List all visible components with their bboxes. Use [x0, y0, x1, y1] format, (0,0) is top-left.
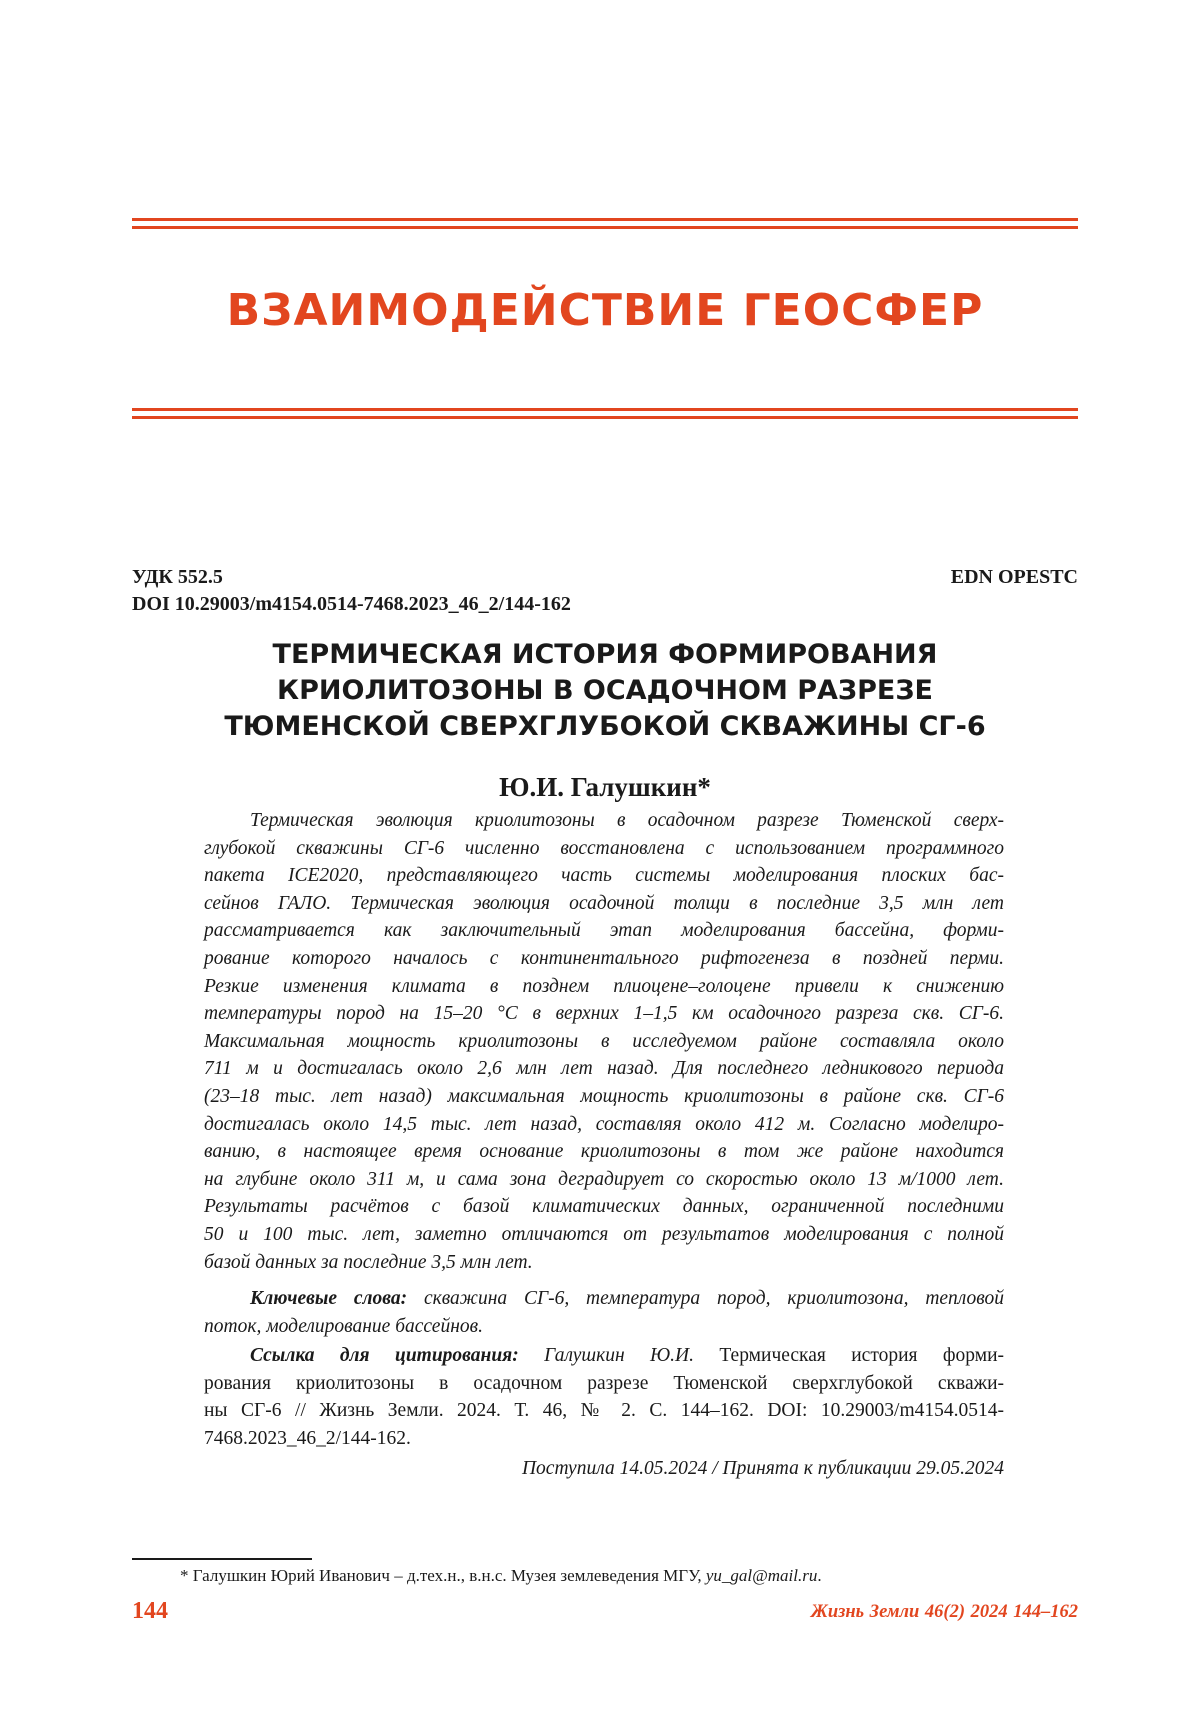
edn-code: EDN OPESTC [950, 566, 1078, 588]
citation-line: рования криолитозоны в осадочном разрезе Тюменской сверхглубокой скважи- [204, 1372, 1004, 1394]
abstract-line: рассматривается как заключительный этап моделирования бассейна, форми- [204, 920, 1004, 942]
footnote-end: . [817, 1566, 822, 1585]
citation [204, 1342, 1004, 1452]
title-line: ТЮМЕНСКОЙ СВЕРХГЛУБОКОЙ СКВАЖИНЫ СГ-6 [224, 711, 986, 742]
abstract-line: Максимальная мощность криолитозоны в исследуемом районе составляла около [204, 1030, 1004, 1052]
citation-label: Ссылка для цитирования: [250, 1345, 519, 1366]
doi-code: DOI 10.29003/m4154.0514-7468.2023_46_2/144-162 [132, 593, 571, 615]
abstract-line: базой данных за последние 3,5 млн лет. [204, 1251, 533, 1273]
citation-line: 7468.2023_46_2/144-162. [204, 1427, 411, 1449]
keywords-line: поток, моделирование бассейнов. [204, 1315, 483, 1337]
keywords-line [204, 1285, 1004, 1313]
abstract-line: глубокой скважины СГ-6 численно восстановлена с использованием программного [204, 837, 1004, 859]
author-footnote [180, 1566, 822, 1586]
page-number: 144 [132, 1598, 168, 1624]
footnote-rule [132, 1558, 312, 1560]
rule-line [132, 416, 1078, 419]
rule-line [132, 226, 1078, 229]
abstract-line: сейнов ГАЛО. Термическая эволюция осадочной толщи в последние 3,5 млн лет [204, 892, 1004, 914]
abstract-line: 50 и 100 тыс. лет, заметно отличаются от результатов моделирования с полной [204, 1223, 1004, 1245]
abstract-line: Резкие изменения климата в позднем плиоцене–голоцене привели к снижению [204, 975, 1004, 997]
abstract-line: Термическая эволюция криолитозоны в осадочном разрезе Тюменской сверх- [250, 810, 1004, 831]
citation-line: ны СГ-6 // Жизнь Земли. 2024. Т. 46, № 2. С. 144–162. DOI: 10.29003/m4154.0514- [204, 1400, 1004, 1422]
top-double-rule [132, 218, 1078, 229]
keywords-label: Ключевые слова: [250, 1288, 408, 1309]
abstract-line: рование которого началось с континентального рифтогенеза в поздней перми. [204, 947, 1004, 969]
citation-author: Галушкин Ю.И. [518, 1345, 694, 1366]
running-footer: Жизнь Земли 46(2) 2024 144–162 [810, 1602, 1078, 1622]
paper-title [132, 637, 1078, 745]
title-line: КРИОЛИТОЗОНЫ В ОСАДОЧНОМ РАЗРЕЗЕ [277, 675, 933, 706]
abstract [204, 807, 1004, 1276]
abstract-line: на глубине около 311 м, и сама зона деградирует со скоростью около 13 м/1000 лет. [204, 1168, 1004, 1190]
received-accepted-dates: Поступила 14.05.2024 / Принята к публикации 29.05.2024 [521, 1458, 1004, 1479]
rule-line [132, 408, 1078, 411]
author-name: Ю.И. Галушкин* [499, 772, 711, 802]
citation-line [204, 1342, 1004, 1370]
udk-code: УДК 552.5 [132, 566, 223, 588]
keywords [204, 1285, 1004, 1340]
author-email-link[interactable]: yu_gal@mail.ru [705, 1566, 818, 1585]
bottom-double-rule [132, 408, 1078, 419]
rule-line [132, 218, 1078, 221]
abstract-line: температуры пород на 15–20 °С в верхних 1–1,5 км осадочного разреза скв. СГ-6. [204, 1003, 1004, 1025]
abstract-line: ванию, в настоящее время основание криолитозоны в том же районе находится [204, 1141, 1004, 1163]
abstract-line: пакета ICE2020, представляющего часть системы моделирования плоских бас- [204, 865, 1004, 887]
footnote-text: * Галушкин Юрий Иванович – д.тех.н., в.н.с. Музея землеведения МГУ, [180, 1566, 706, 1585]
keywords-text: скважина СГ-6, температура пород, криолитозона, тепловой [407, 1288, 1005, 1309]
abstract-line: достигалась около 14,5 тыс. лет назад, составляя около 412 м. Согласно моделиро- [204, 1113, 1004, 1135]
abstract-line: 711 м и достигалась около 2,6 млн лет назад. Для последнего ледникового периода [204, 1058, 1004, 1080]
section-title: ВЗАИМОДЕЙСТВИЕ ГЕОСФЕР [226, 285, 984, 336]
citation-text: Термическая история форми- [694, 1345, 1004, 1366]
abstract-line: Результаты расчётов с базой климатических данных, ограниченной последними [204, 1196, 1004, 1218]
abstract-line: (23–18 тыс. лет назад) максимальная мощность криолитозоны в районе скв. СГ-6 [204, 1085, 1004, 1107]
title-line: ТЕРМИЧЕСКАЯ ИСТОРИЯ ФОРМИРОВАНИЯ [272, 639, 938, 670]
